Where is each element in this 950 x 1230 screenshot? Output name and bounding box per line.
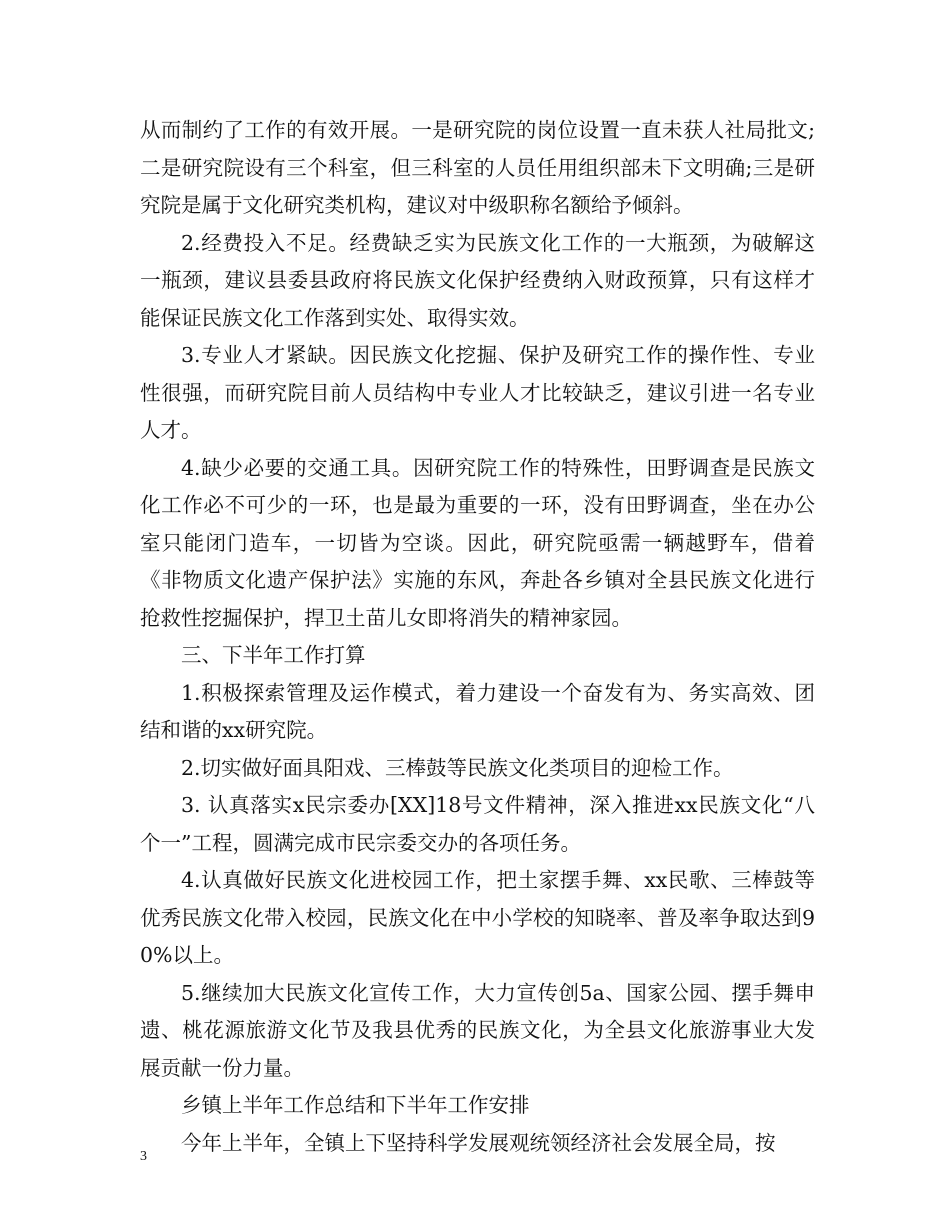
paragraph-7: 2.切实做好面具阳戏、三棒鼓等民族文化类项目的迎检工作。 xyxy=(181,755,734,780)
section-heading: 三、下半年工作打算 xyxy=(181,643,366,667)
paragraph-3: 3.专业人才紧缺。因民族文化挖掘、保护及研究工作的操作性、专业性很强，而研究院目前人员结构中专业人才比较缺乏，建议引进一名专业人才。 xyxy=(140,343,815,442)
page-number: 3 xyxy=(140,1149,147,1164)
paragraph-9: 4.认真做好民族文化进校园工作，把土家摆手舞、xx民歌、三棒鼓等优秀民族文化带入校园，民族文化在中小学校的知晓率、普及率争取达到90%以上。 xyxy=(140,868,815,967)
document-page xyxy=(140,112,815,1162)
paragraph-2: 2.经费投入不足。经费缺乏实为民族文化工作的一大瓶颈，为破解这一瓶颈，建议县委县政府将民族文化保护经费纳入财政预算，只有这样才能保证民族文化工作落到实处、取得实效。 xyxy=(140,230,815,330)
subtitle-heading: 乡镇上半年工作总结和下半年工作安排 xyxy=(181,1093,530,1117)
paragraph-8: 3. 认真落实x民宗委办[XX]18号文件精神，深入推进xx民族文化“八个一”工程，圆满完成市民宗委交办的各项任务。 xyxy=(140,793,815,855)
paragraph-4: 4.缺少必要的交通工具。因研究院工作的特殊性，田野调查是民族文化工作必不可少的一环，也是最为重要的一环，没有田野调查，坐在办公室只能闭门造车，一切皆为空谈。因此，研究院亟需一辆越野车，借着《非物质文化遗产保护法》实施的东风，奔赴各乡镇对全县民族文化进行抢救性挖掘保护，捍卫土苗儿女即将消失的精神家园。 xyxy=(140,455,815,630)
paragraph-10: 5.继续加大民族文化宣传工作，大力宣传创5a、国家公园、摆手舞申遗、桃花源旅游文化节及我县优秀的民族文化，为全县文化旅游事业大发展贡献一份力量。 xyxy=(140,980,815,1080)
paragraph-12: 今年上半年，全镇上下坚持科学发展观统领经济社会发展全局，按 xyxy=(181,1130,776,1155)
paragraph-6: 1.积极探索管理及运作模式，着力建设一个奋发有为、务实高效、团结和谐的xx研究院。 xyxy=(140,680,815,742)
paragraph-1: 从而制约了工作的有效开展。一是研究院的岗位设置一直未获人社局批文;二是研究院设有三个科室，但三科室的人员任用组织部未下文明确;三是研究院是属于文化研究类机构，建议对中级职称名额给予倾斜。 xyxy=(140,118,815,217)
